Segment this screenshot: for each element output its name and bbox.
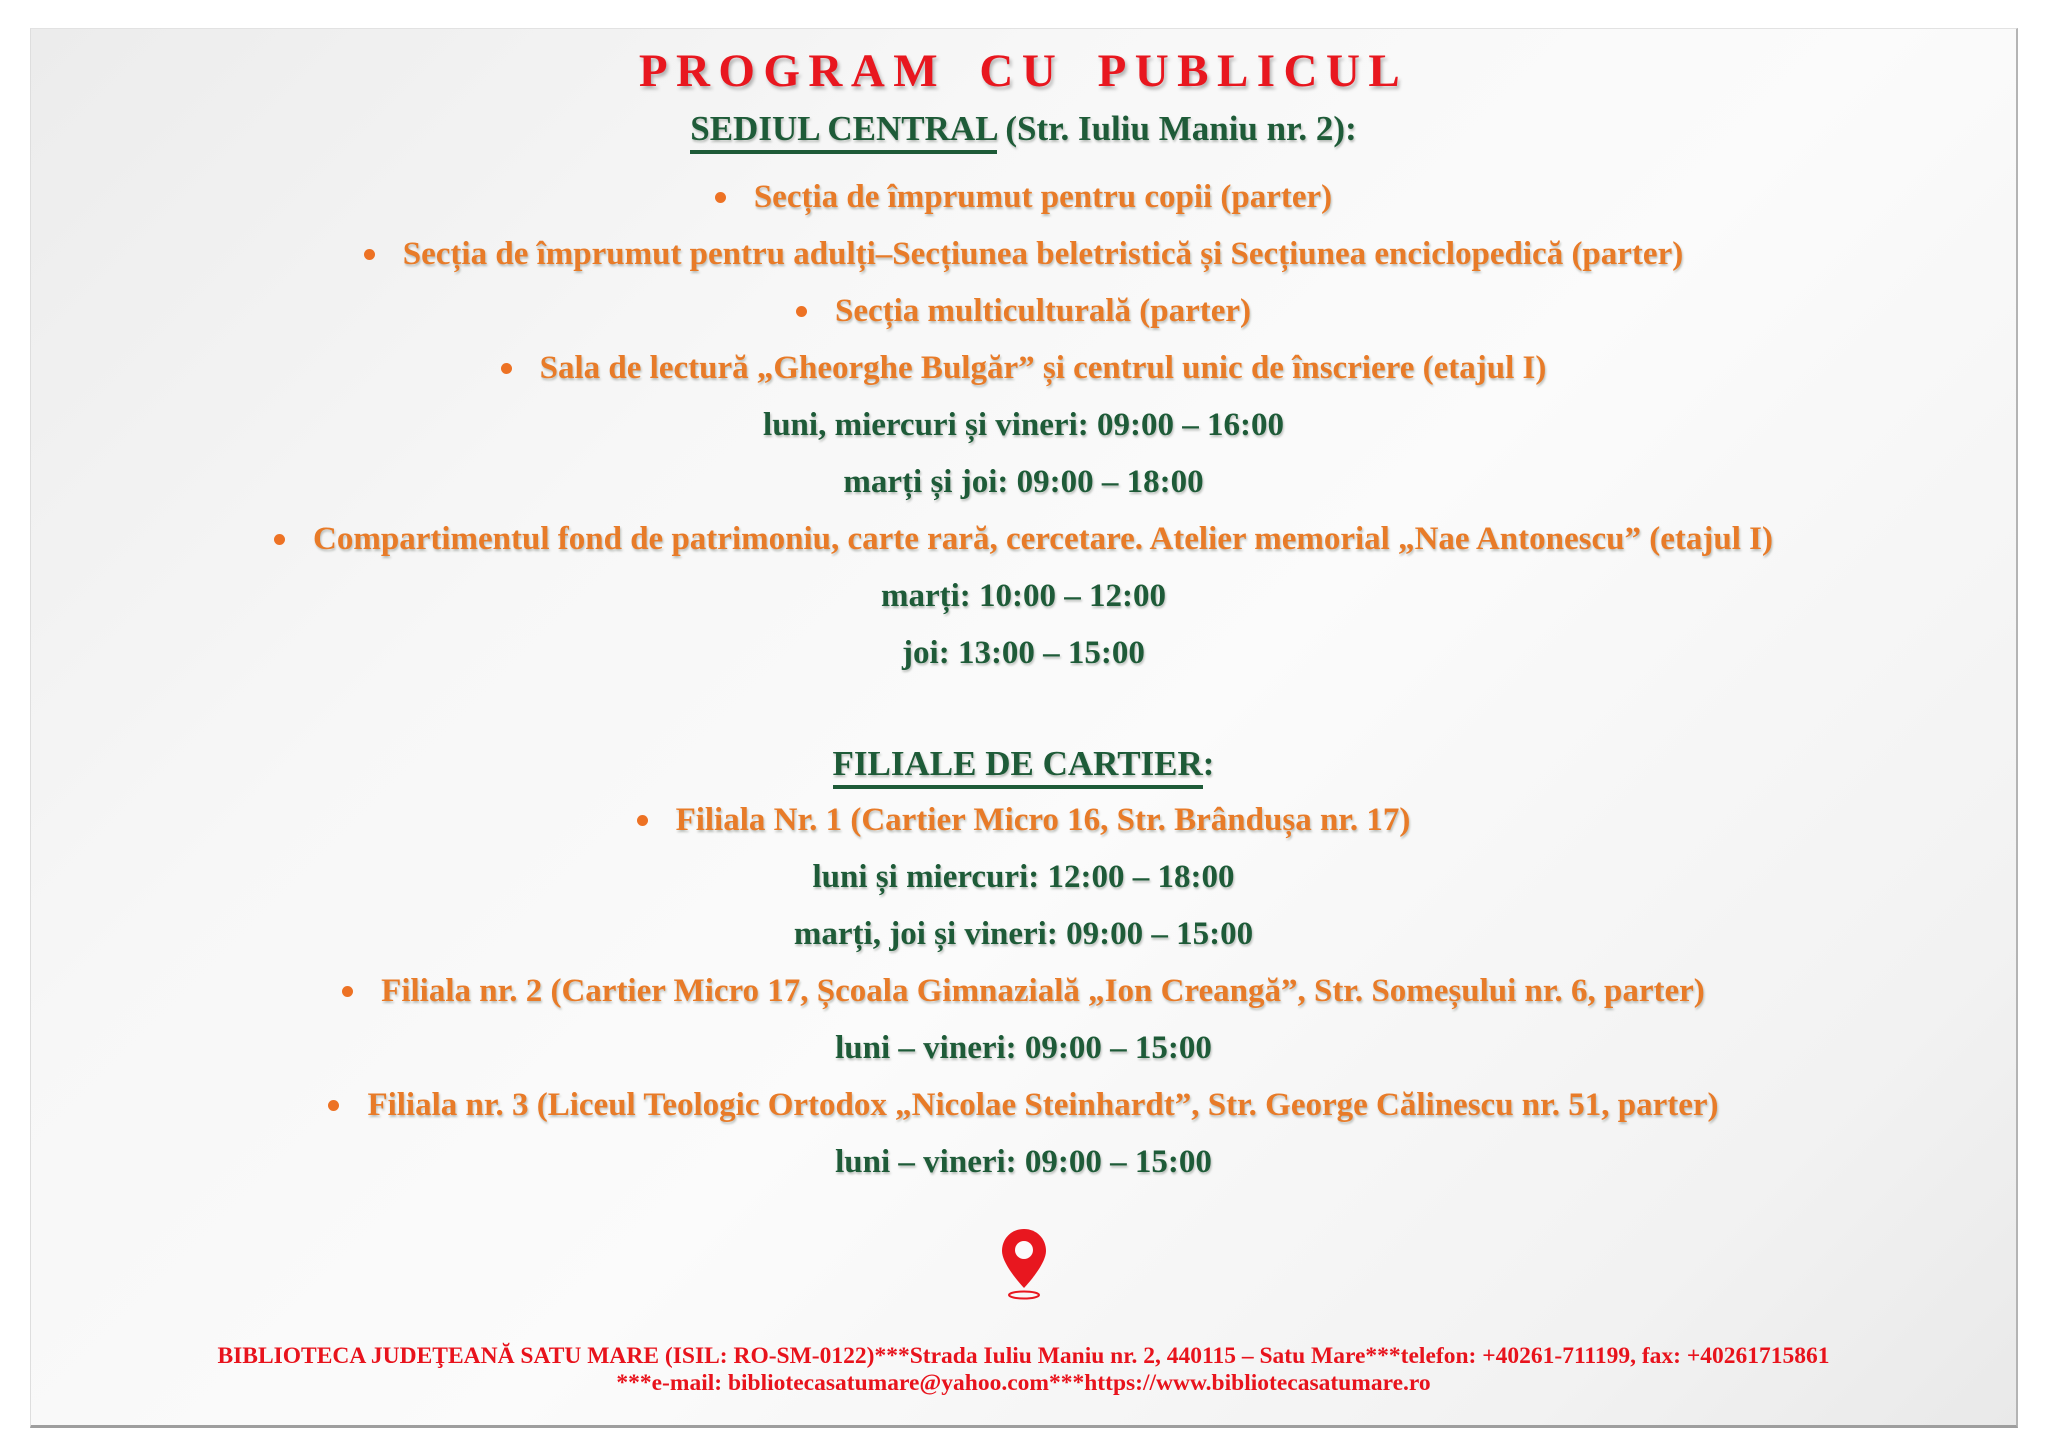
bullet-dot-icon xyxy=(796,306,807,317)
item-text: joi: 13:00 – 15:00 xyxy=(902,635,1145,671)
bullet-dot-icon xyxy=(342,986,353,997)
item-text: luni – vineri: 09:00 – 15:00 xyxy=(835,1030,1212,1066)
schedule-item xyxy=(31,397,2016,454)
program-sections xyxy=(31,107,2016,1191)
bullet-dot-icon xyxy=(637,815,648,826)
item-text: luni – vineri: 09:00 – 15:00 xyxy=(835,1144,1212,1180)
bullet-dot-icon xyxy=(364,249,375,260)
section-heading xyxy=(31,742,2016,786)
schedule-item xyxy=(31,625,2016,682)
item-text: luni, miercuri și vineri: 09:00 – 16:00 xyxy=(763,407,1284,443)
item-text: marți, joi și vineri: 09:00 – 15:00 xyxy=(793,916,1254,952)
item-text: Sala de lectură „Gheorghe Bulgăr” și centrul unic de înscriere (etajul I) xyxy=(539,350,1547,386)
footer-line-1: BIBLIOTECA JUDEŢEANĂ SATU MARE (ISIL: RO-SM-0122)***Strada Iuliu Maniu nr. 2, 440115 – Satu Mare***telefon: +40261-711199, fax: +40261715861 xyxy=(217,1343,1830,1369)
item-text: Compartimentul fond de patrimoniu, carte rară, cercetare. Atelier memorial „Nae Antonescu” (etajul I) xyxy=(313,521,1773,557)
section-heading-text: FILIALE DE CARTIER xyxy=(833,744,1203,789)
bullet-item xyxy=(31,226,2016,283)
item-text: marți și joi: 09:00 – 18:00 xyxy=(843,464,1204,500)
bullet-dot-icon xyxy=(715,192,726,203)
bullet-dot-icon xyxy=(501,363,512,374)
item-text: marți: 10:00 – 12:00 xyxy=(880,578,1166,614)
section-heading-suffix: : xyxy=(1202,744,1215,783)
section-heading-suffix: (Str. Iuliu Maniu nr. 2): xyxy=(996,109,1357,148)
schedule-item xyxy=(31,568,2016,625)
bullet-item xyxy=(31,283,2016,340)
item-text: luni și miercuri: 12:00 – 18:00 xyxy=(812,859,1235,895)
page-title: PROGRAM CU PUBLICUL xyxy=(638,45,1409,97)
item-text: Secția multiculturală (parter) xyxy=(834,293,1252,329)
section-1 xyxy=(31,742,2016,1191)
section-0 xyxy=(31,107,2016,682)
item-text: Secția de împrumut pentru adulți–Secțiunea beletristică și Secțiunea enciclopedică (parter) xyxy=(402,236,1684,272)
program-slide xyxy=(30,28,2018,1428)
schedule-item xyxy=(31,1020,2016,1077)
item-text: Filiala Nr. 1 (Cartier Micro 16, Str. Brândușa nr. 17) xyxy=(675,802,1411,838)
bullet-item xyxy=(31,511,2016,568)
bullet-item xyxy=(31,169,2016,226)
schedule-item xyxy=(31,906,2016,963)
item-text: Secția de împrumut pentru copii (parter) xyxy=(753,179,1333,215)
bullet-item xyxy=(31,963,2016,1020)
bullet-dot-icon xyxy=(328,1100,339,1111)
bullet-item xyxy=(31,1077,2016,1134)
footer-line-2: ***e-mail: bibliotecasatumare@yahoo.com***https://www.bibliotecasatumare.ro xyxy=(616,1370,1431,1396)
bullet-item xyxy=(31,340,2016,397)
item-text: Filiala nr. 2 (Cartier Micro 17, Școala Gimnazială „Ion Creangă”, Str. Someșului nr. 6, parter) xyxy=(381,973,1705,1009)
item-text: Filiala nr. 3 (Liceul Teologic Ortodox „Nicolae Steinhardt”, Str. George Călinescu nr. 51, parter) xyxy=(367,1087,1719,1123)
bullet-item xyxy=(31,792,2016,849)
schedule-item xyxy=(31,454,2016,511)
section-heading xyxy=(31,107,2016,151)
schedule-item xyxy=(31,1134,2016,1191)
schedule-item xyxy=(31,849,2016,906)
bullet-dot-icon xyxy=(274,534,285,545)
location-pin-icon xyxy=(31,1227,2016,1301)
footer xyxy=(31,1343,2016,1397)
section-heading-text: SEDIUL CENTRAL xyxy=(690,109,996,154)
